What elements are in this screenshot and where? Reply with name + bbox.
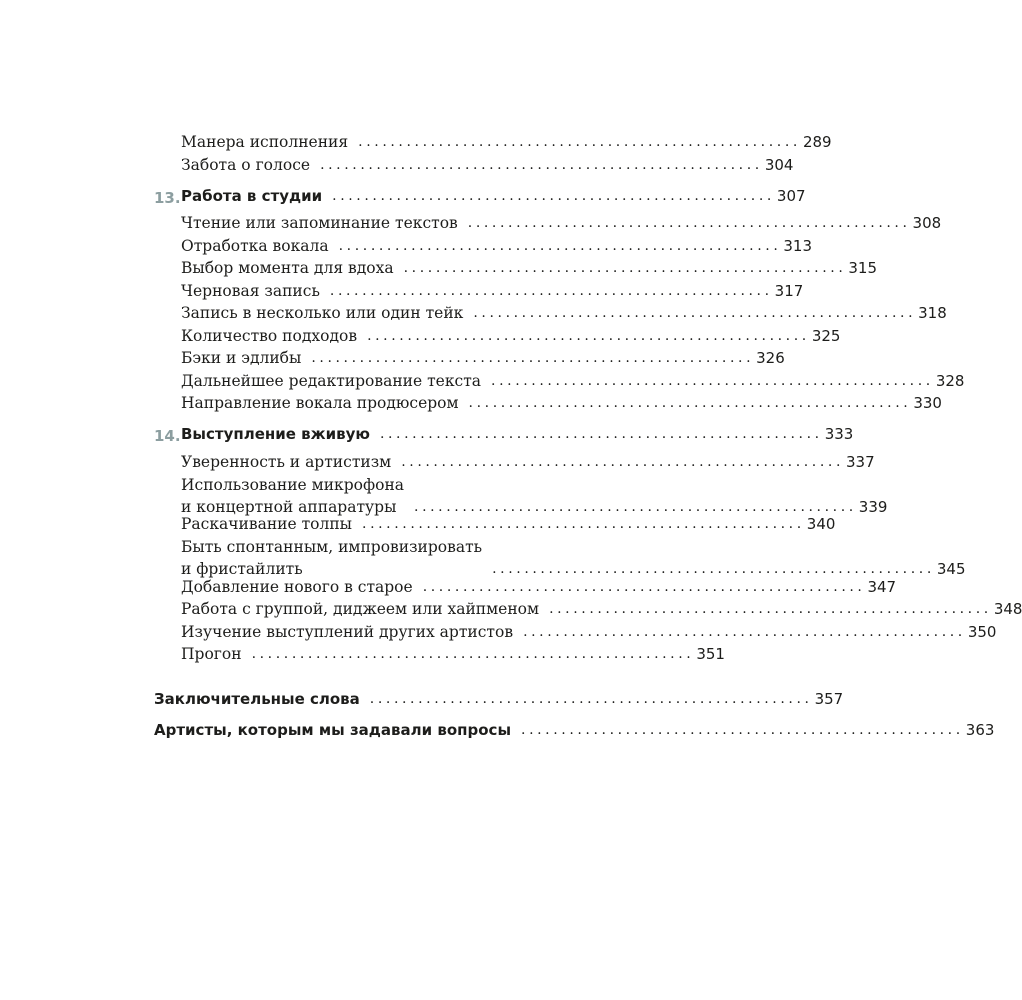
toc-entry-title: Запись в несколько или один тейк xyxy=(181,304,464,322)
dot-leader: ....................................................... xyxy=(403,260,847,276)
dot-leader: ....................................................... xyxy=(467,215,911,231)
dot-leader: ....................................................... xyxy=(320,157,763,173)
toc-entry[interactable] xyxy=(181,347,785,369)
toc-entry-page: 308 xyxy=(912,214,942,232)
toc-entry-title: Добавление нового в старое xyxy=(181,578,413,596)
toc-entry[interactable] xyxy=(181,621,997,643)
toc-entry-title xyxy=(181,474,404,518)
toc-entry-title: Выбор момента для вдоха xyxy=(181,259,394,277)
dot-leader: ....................................................... xyxy=(473,305,917,321)
toc-entry[interactable] xyxy=(181,280,804,302)
toc-entry-page: 289 xyxy=(802,133,832,151)
toc-entry[interactable] xyxy=(181,131,832,153)
toc-entry-title: Количество подходов xyxy=(181,327,358,345)
toc-entry-page: 330 xyxy=(913,394,942,412)
dot-leader: ....................................................... xyxy=(549,601,992,617)
toc-entry-title: Бэки и эдлибы xyxy=(181,349,302,367)
toc-entry-title: Чтение или запоминание текстов xyxy=(181,214,458,232)
toc-entry-page: 337 xyxy=(846,453,875,471)
toc-entry[interactable] xyxy=(181,257,878,279)
toc-entry-page: 357 xyxy=(814,690,844,708)
dot-leader: ....................................................... xyxy=(492,561,935,577)
dot-leader: ....................................................... xyxy=(422,579,866,595)
toc-entry-page: 318 xyxy=(918,304,947,322)
toc-entry-page: 326 xyxy=(756,349,785,367)
toc-entry[interactable] xyxy=(181,598,1022,620)
chapter-title: Работа в студии xyxy=(181,187,323,205)
dot-leader: ....................................................... xyxy=(329,283,773,299)
toc-entry-title-line: Быть спонтанным, импровизировать xyxy=(181,538,483,556)
toc-entry[interactable] xyxy=(181,302,947,324)
dot-leader: ....................................................... xyxy=(311,350,755,366)
dot-leader: ....................................................... xyxy=(523,624,966,640)
toc-entry[interactable] xyxy=(181,474,888,518)
toc-entry-title: Работа с группой, диджеем или хайпменом xyxy=(181,600,540,618)
dot-leader: ....................................................... xyxy=(379,426,823,442)
toc-entry-title-line: и фристайлить xyxy=(181,560,303,578)
dot-leader: ....................................................... xyxy=(338,238,782,254)
toc-entry[interactable] xyxy=(181,370,965,392)
toc-entry-title-line: Использование микрофона xyxy=(181,476,405,494)
toc-entry-title: Отработка вокала xyxy=(181,237,329,255)
toc-section[interactable] xyxy=(154,719,995,741)
chapter-title: Выступление вживую xyxy=(181,425,370,443)
dot-leader: ....................................................... xyxy=(491,373,934,389)
toc-entry-page: 339 xyxy=(858,498,888,516)
toc-entry-title: Забота о голосе xyxy=(181,156,311,174)
toc-chapter[interactable] xyxy=(154,423,854,445)
toc-entry-title: Черновая запись xyxy=(181,282,320,300)
toc-entry-title: Прогон xyxy=(181,645,242,663)
toc-chapter[interactable] xyxy=(154,185,806,207)
toc-entry[interactable] xyxy=(181,513,836,535)
toc-entry[interactable] xyxy=(181,643,725,665)
toc-entry-title: Дальнейшее редактирование текста xyxy=(181,372,482,390)
toc-entry[interactable] xyxy=(181,235,813,257)
toc-entry-page: 345 xyxy=(936,560,966,578)
toc-entry-page: 325 xyxy=(811,327,841,345)
chapter-number: 13. xyxy=(154,189,181,207)
toc-entry-page: 317 xyxy=(774,282,804,300)
toc-entry-title: Раскачивание толпы xyxy=(181,515,353,533)
toc-entry-page: 363 xyxy=(965,721,995,739)
dot-leader: ....................................................... xyxy=(521,722,964,738)
dot-leader: ....................................................... xyxy=(367,328,810,344)
toc-entry-title-line: и концертной аппаратуры xyxy=(181,498,397,516)
dot-leader: ....................................................... xyxy=(414,499,857,515)
toc-entry-page: 304 xyxy=(764,156,794,174)
chapter-number: 14. xyxy=(154,427,181,445)
toc-entry-page: 350 xyxy=(967,623,997,641)
section-title: Заключительные слова xyxy=(154,690,360,708)
dot-leader: ....................................................... xyxy=(251,646,695,662)
toc-entry-page: 307 xyxy=(776,187,806,205)
toc-entry-page: 340 xyxy=(806,515,836,533)
toc-entry-page: 333 xyxy=(824,425,854,443)
toc-section[interactable] xyxy=(154,688,844,710)
toc-entry[interactable] xyxy=(181,576,897,598)
dot-leader: ....................................................... xyxy=(468,395,912,411)
toc-entry-page: 313 xyxy=(783,237,813,255)
toc-entry-page: 328 xyxy=(935,372,965,390)
toc-entry[interactable] xyxy=(181,325,841,347)
toc-entry-title: Уверенность и артистизм xyxy=(181,453,392,471)
section-title: Артисты, которым мы задавали вопросы xyxy=(154,721,512,739)
toc-entry-page: 347 xyxy=(867,578,897,596)
dot-leader: ....................................................... xyxy=(358,134,801,150)
toc-entry-title: Манера исполнения xyxy=(181,133,349,151)
dot-leader: ....................................................... xyxy=(332,188,775,204)
dot-leader: ....................................................... xyxy=(369,691,813,707)
toc-entry-title: Изучение выступлений других артистов xyxy=(181,623,514,641)
toc-entry[interactable] xyxy=(181,154,794,176)
toc-entry-page: 315 xyxy=(848,259,878,277)
toc-entry[interactable] xyxy=(181,451,875,473)
dot-leader: ....................................................... xyxy=(401,454,844,470)
toc-entry-page: 351 xyxy=(696,645,725,663)
toc-entry[interactable] xyxy=(181,212,942,234)
toc-entry-title xyxy=(181,536,482,580)
toc-entry[interactable] xyxy=(181,536,966,580)
toc-entry-page: 348 xyxy=(993,600,1022,618)
dot-leader: ....................................................... xyxy=(362,516,805,532)
toc-entry[interactable] xyxy=(181,392,942,414)
toc-entry-title: Направление вокала продюсером xyxy=(181,394,459,412)
